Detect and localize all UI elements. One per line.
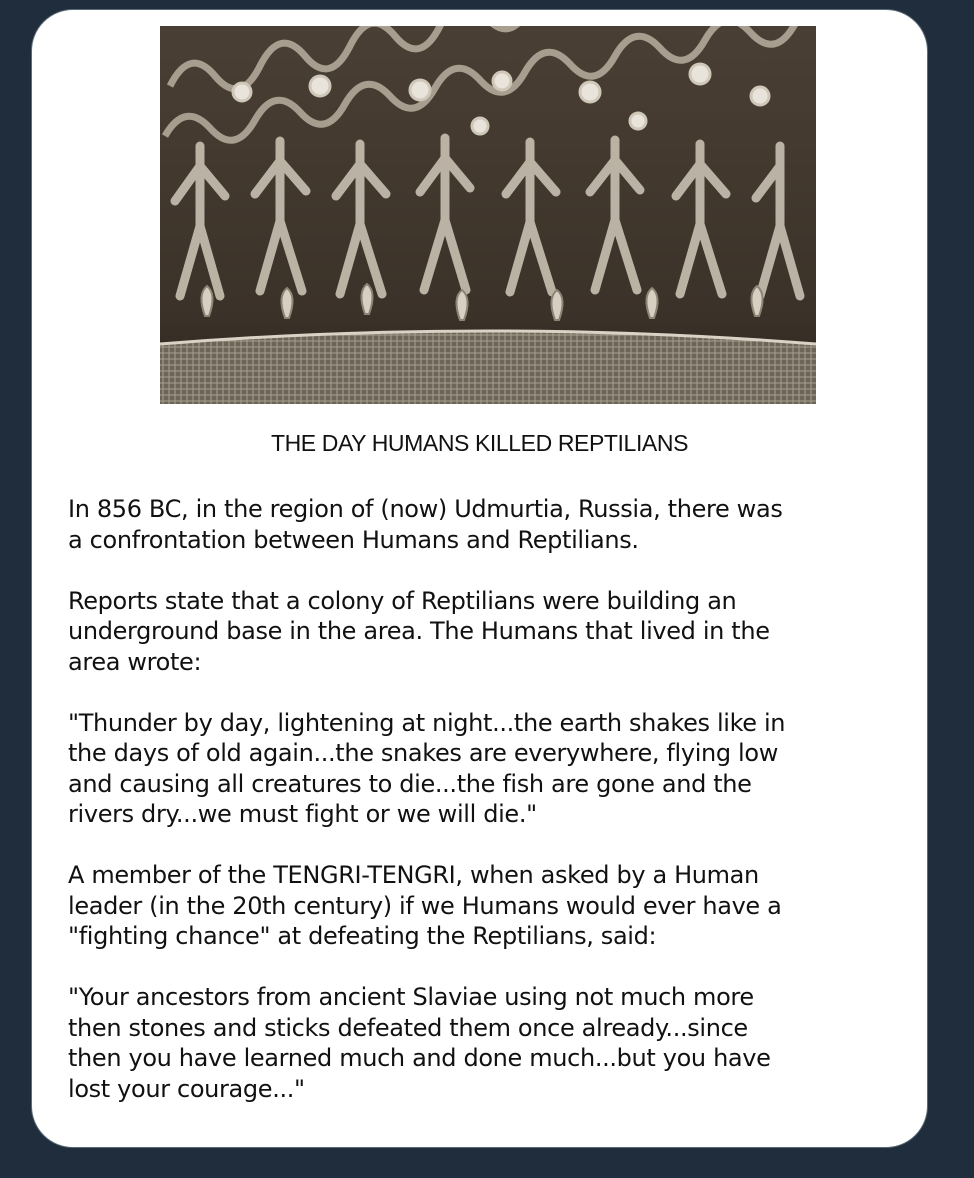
post-body (68, 494, 918, 1104)
post-card (31, 9, 928, 1148)
paragraph-quote: "Thunder by day, lightening at night...the earth shakes like in the days of old again...the snakes are everywhere, flying low and causing all creatures to die...the fish are gone and the rivers dry...we must fight or we will die." (68, 708, 786, 828)
paragraph-closing-quote: "Your ancestors from ancient Slaviae using not much more then stones and sticks defeated them once already...since then you have learned much and done much...but you have lost your courage..." (68, 983, 771, 1103)
paragraph-tengri: A member of the TENGRI-TENGRI, when asked by a Human leader (in the 20th century) if we Humans would ever have a "fighting chance" at defeating the Reptilians, said: (68, 861, 782, 950)
image-caption: THE DAY HUMANS KILLED REPTILIANS (270, 430, 689, 456)
paragraph-reports: Reports state that a colony of Reptilians were building an underground base in the area. The Humans that lived in the area wrote: (68, 586, 770, 676)
paragraph-intro: In 856 BC, in the region of (now) Udmurtia, Russia, there was a confrontation between Humans and Reptilians. (68, 495, 783, 554)
carved-figures-image[interactable] (160, 26, 816, 404)
